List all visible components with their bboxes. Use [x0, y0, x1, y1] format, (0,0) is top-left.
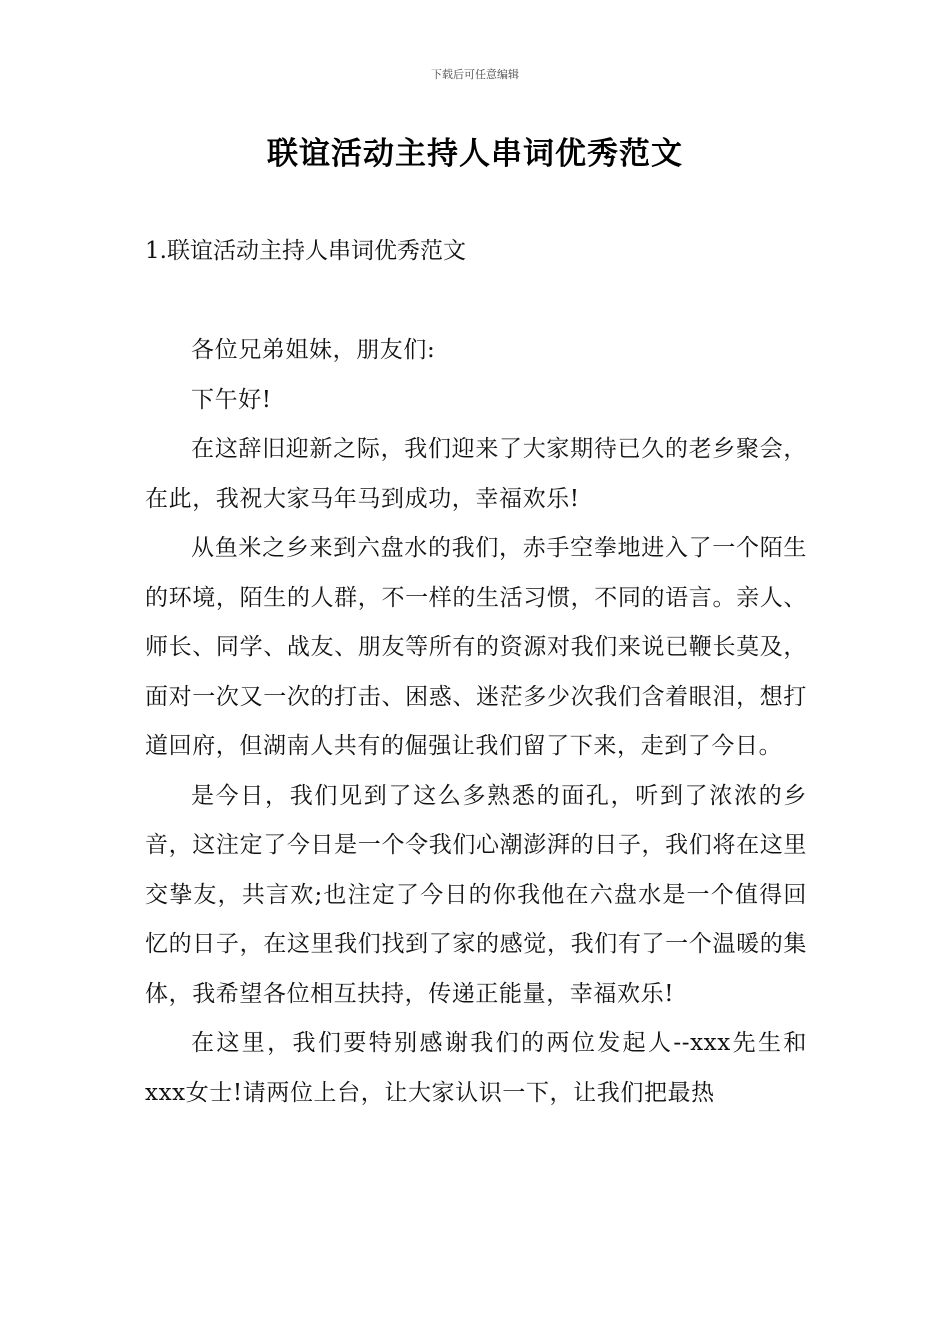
- header-note: 下载后可任意编辑: [431, 68, 519, 81]
- paragraph: 从鱼米之乡来到六盘水的我们，赤手空拳地进入了一个陌生的环境，陌生的人群，不一样的生活习惯，不同的语言。亲人、师长、同学、战友、朋友等所有的资源对我们来说已鞭长莫及，面对一次又一次的打击、困惑、迷茫多少次我们含着眼泪，想打道回府，但湖南人共有的倔强让我们留了下来，走到了今日。: [145, 535, 807, 759]
- paragraph-greeting: 各位兄弟姐妹，朋友们:: [191, 337, 436, 363]
- paragraph-good-afternoon: 下午好!: [191, 386, 272, 413]
- paragraph: 是今日，我们见到了这么多熟悉的面孔，听到了浓浓的乡音，这注定了今日是一个令我们心潮澎湃的日子，我们将在这里交挚友，共言欢;也注定了今日的你我他在六盘水是一个值得回忆的日子，在这里我们找到了家的感觉，我们有了一个温暖的集体，我希望各位相互扶持，传递正能量，幸福欢乐!: [145, 782, 807, 1007]
- page-title: 联谊活动主持人串词优秀范文: [267, 136, 683, 172]
- paragraph: 在这里，我们要特别感谢我们的两位发起人--xxx先生和xxx女士!请两位上台，让大家认识一下，让我们把最热: [145, 1030, 807, 1106]
- body-text: [145, 326, 807, 1118]
- section-heading: 1.联谊活动主持人串词优秀范文: [145, 238, 466, 264]
- paragraph: 在这辞旧迎新之际，我们迎来了大家期待已久的老乡聚会，在此，我祝大家马年马到成功，幸福欢乐!: [145, 436, 807, 512]
